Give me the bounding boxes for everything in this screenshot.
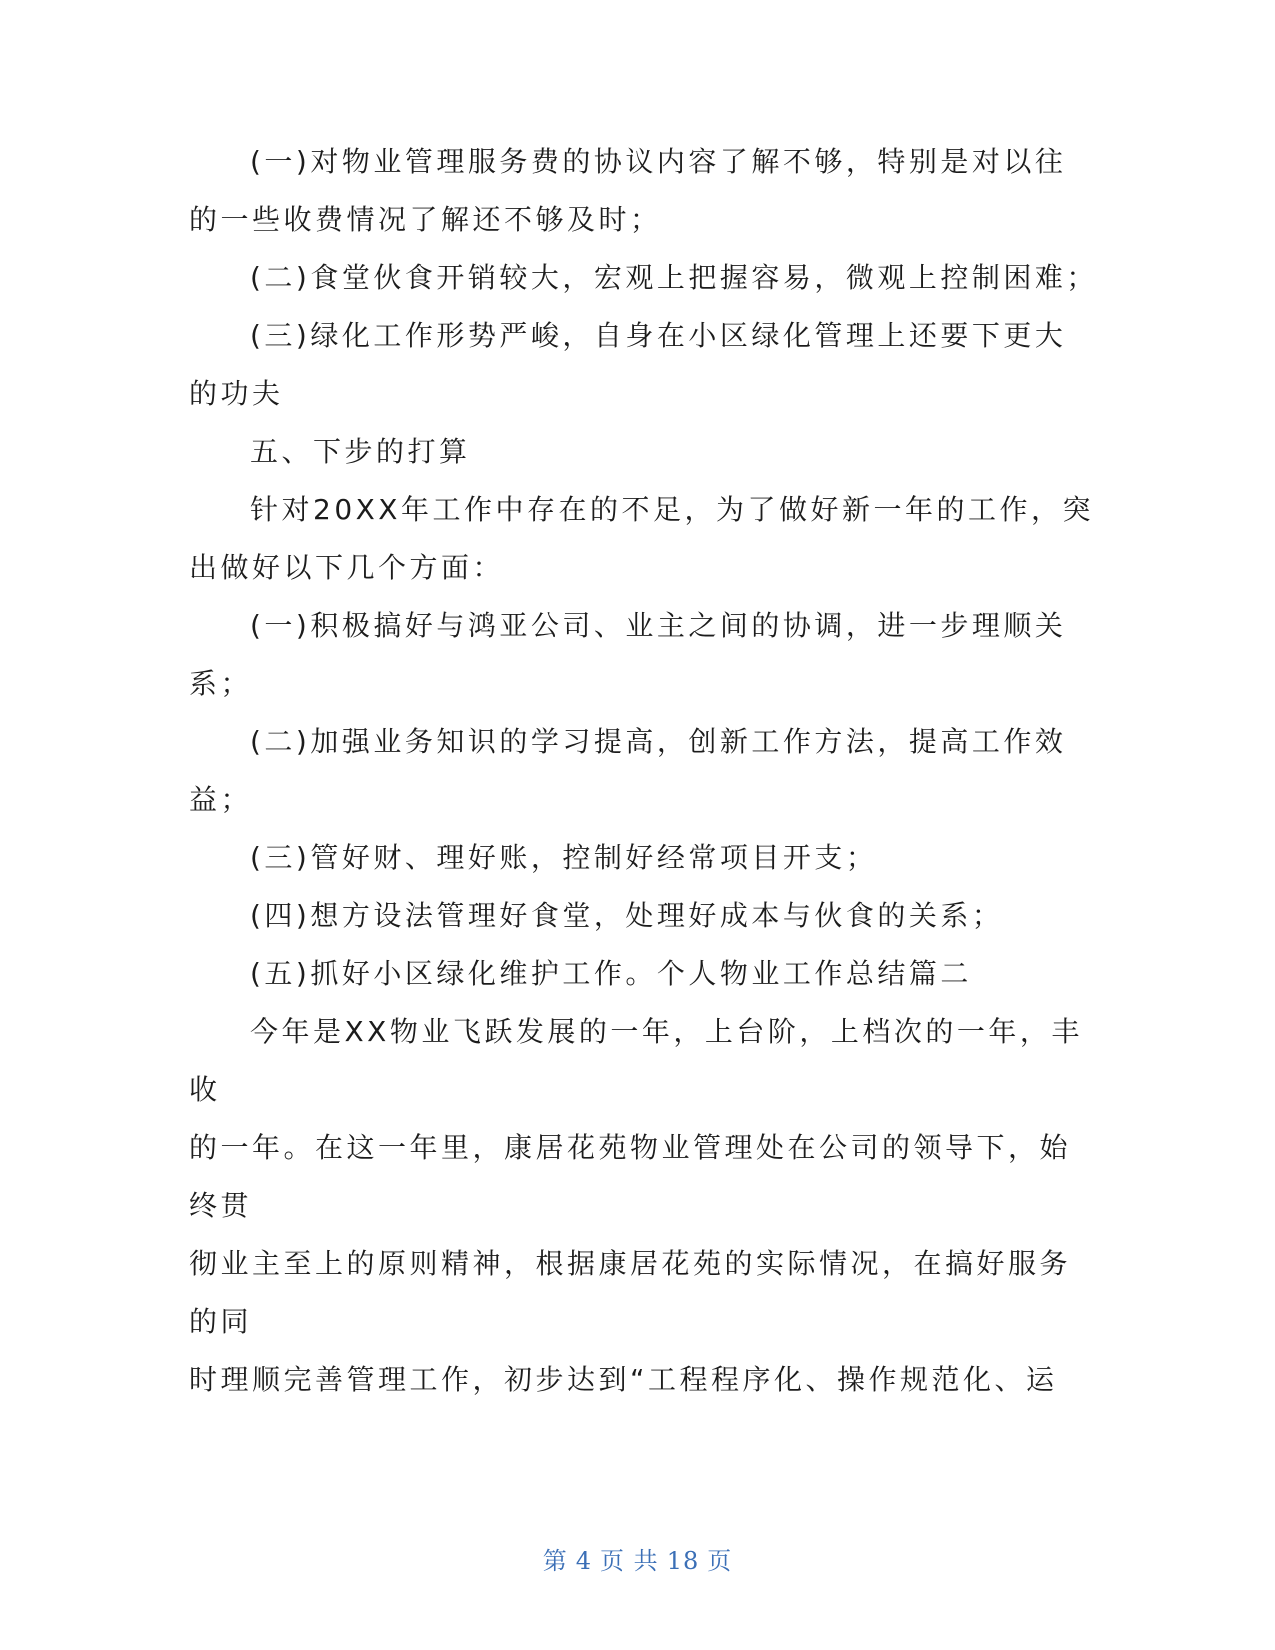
paragraph-line: 益； [189, 783, 253, 816]
paragraph-line: (一)积极搞好与鸿亚公司、业主之间的协调，进一步理顺关 [250, 609, 1067, 642]
section-heading: 五、下步的打算 [250, 435, 471, 468]
paragraph-line: 彻业主至上的原则精神，根据康居花苑的实际情况，在搞好服务 [189, 1247, 1072, 1280]
paragraph-line: 的一年。在这一年里，康居花苑物业管理处在公司的领导下，始 [189, 1131, 1072, 1164]
footer-prefix: 第 [542, 1547, 568, 1575]
paragraph-line: 时理顺完善管理工作，初步达到“工程程序化、操作规范化、运 [189, 1363, 1058, 1396]
paragraph-line: (二)加强业务知识的学习提高，创新工作方法，提高工作效 [250, 725, 1067, 758]
footer-suffix: 页 [707, 1547, 733, 1575]
paragraph-line: (五)抓好小区绿化维护工作。个人物业工作总结篇二 [250, 957, 972, 990]
paragraph-line: 针对20XX年工作中存在的不足，为了做好新一年的工作，突 [250, 493, 1094, 526]
footer-middle: 页 共 [600, 1547, 659, 1575]
paragraph-line: (二)食堂伙食开销较大，宏观上把握容易，微观上控制困难； [250, 261, 1098, 294]
paragraph-line: 的一些收费情况了解还不够及时； [189, 203, 662, 236]
page-footer [0, 1546, 1275, 1576]
paragraph-line: (三)管好财、理好账，控制好经常项目开支； [250, 841, 878, 874]
paragraph-line: 的功夫 [189, 377, 284, 410]
paragraph-line: (四)想方设法管理好食堂，处理好成本与伙食的关系； [250, 899, 1004, 932]
paragraph-line: 出做好以下几个方面： [189, 551, 505, 584]
total-pages-number: 18 [666, 1547, 700, 1575]
paragraph-line: 收 [189, 1073, 221, 1106]
paragraph-line: 终贯 [189, 1189, 253, 1222]
paragraph-line: (三)绿化工作形势严峻，自身在小区绿化管理上还要下更大 [250, 319, 1067, 352]
current-page-number: 4 [575, 1547, 593, 1575]
paragraph-line: 的同 [189, 1305, 253, 1338]
paragraph-line: (一)对物业管理服务费的协议内容了解不够，特别是对以往 [250, 145, 1067, 178]
paragraph-line: 系； [189, 667, 253, 700]
paragraph-line: 今年是XX物业飞跃发展的一年，上台阶，上档次的一年，丰 [250, 1015, 1083, 1048]
